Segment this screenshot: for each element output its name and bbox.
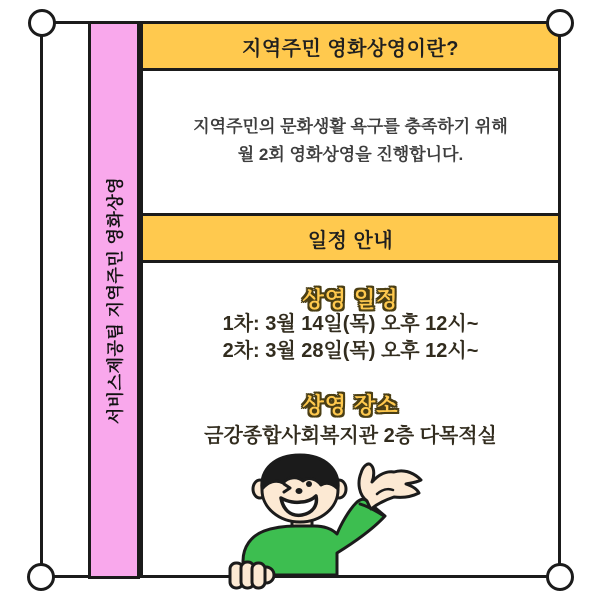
character-nose <box>296 488 303 494</box>
corner-pin-bottom-right <box>546 563 574 591</box>
side-banner-label: 서비스제공팀 지역주민 영화상영 <box>106 176 126 424</box>
section1-header-bar <box>140 21 561 71</box>
corner-pin-bottom-left <box>27 563 55 591</box>
side-banner <box>88 21 140 579</box>
presenter-character-illustration <box>200 445 440 595</box>
schedule-list <box>140 311 561 365</box>
corner-pin-top-right <box>546 9 574 37</box>
intro-paragraph <box>140 113 561 169</box>
schedule-item-2: 2차: 3월 28일(목) 오후 12시~ <box>222 340 479 362</box>
character-hand <box>359 464 421 509</box>
schedule-title: 상영 일정 <box>302 287 399 312</box>
character-fist <box>230 562 274 588</box>
frame-left-line <box>40 21 43 578</box>
section1-header-label: 지역주민 영화상영이란? <box>242 37 459 60</box>
section2-header-bar <box>140 213 561 263</box>
intro-line-2: 월 2회 영화상영을 진행합니다. <box>237 145 464 164</box>
schedule-item-1: 1차: 3월 14일(목) 오후 12시~ <box>222 313 479 335</box>
section2-header-label: 일정 안내 <box>307 229 394 252</box>
intro-line-1: 지역주민의 문화생활 욕구를 충족하기 위해 <box>193 117 508 136</box>
venue-text: 금강종합사회복지관 2층 다목적실 <box>204 425 497 447</box>
venue-title: 상영 장소 <box>302 393 399 418</box>
character-eye <box>306 481 312 487</box>
corner-pin-top-left <box>28 9 56 37</box>
